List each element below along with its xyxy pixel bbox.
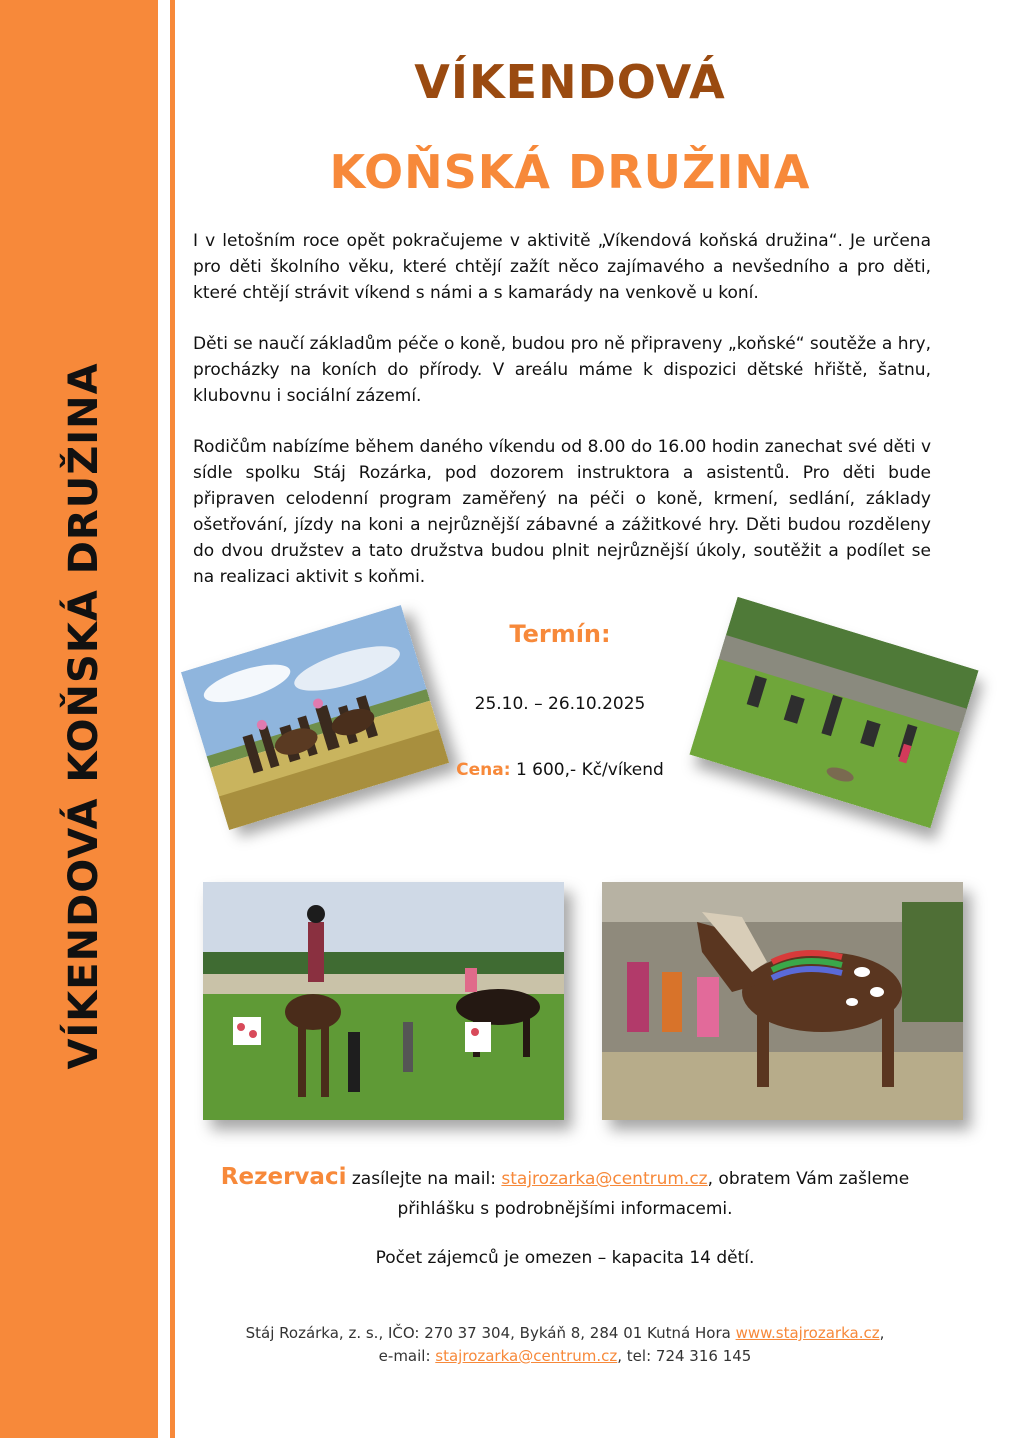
footer	[195, 1322, 935, 1368]
footer-comma: ,	[879, 1324, 885, 1342]
capacity-note: Počet zájemců je omezen – kapacita 14 dětí.	[375, 1248, 755, 1268]
reservation-email-link[interactable]: stajrozarka@centrum.cz	[501, 1169, 708, 1189]
reservation-text2: , obratem Vám zašleme	[707, 1169, 910, 1189]
sidebar-vertical-title: VÍKENDOVÁ KOŇSKÁ DRUŽINA	[61, 362, 107, 1070]
term-label: Termín:	[509, 620, 611, 648]
footer-org: Stáj Rozárka, z. s., IČO: 270 37 304, Bykáň 8, 284 01 Kutná Hora	[245, 1324, 731, 1342]
footer-email-label: e-mail:	[378, 1347, 431, 1365]
reservation-text1: zasílejte na mail:	[351, 1169, 496, 1189]
sidebar-divider-line	[170, 0, 175, 1438]
page-title-line2: KOŇSKÁ DRUŽINA	[329, 145, 811, 199]
price-value: 1 600,- Kč/víkend	[515, 760, 664, 780]
reservation-lead: Rezervaci	[220, 1164, 347, 1190]
activities-paragraph: Děti se naučí základům péče o koně, budou pro ně připraveny „koňské“ soutěže a hry, procházky na koních do přírody. V areálu máme k dispozici dětské hřiště, šatnu, klubovnu i sociální zázemí.	[193, 334, 931, 406]
program-paragraph: Rodičům nabízíme během daného víkendu od 8.00 do 16.00 hodin zanechat své děti v sídle spolku Stáj Rozárka, pod dozorem instruktora a asistentů. Pro děti bude připraven celodenní program zaměřený na péči o koně, krmení, sedlání, základy ošetřování, jízdy na koni a nejrůznější zábavné a zážitkové hry. Děti budou rozděleny do dvou družstev a tato družstva budou plnit nejrůznější úkoly, soutěžit a podílet se na realizaci aktivit s koňmi.	[193, 437, 931, 587]
page-title-line1: VÍKENDOVÁ	[414, 55, 726, 109]
photo-riding-paddock	[203, 882, 564, 1120]
price-label: Cena:	[456, 760, 511, 780]
intro-paragraph: I v letošním roce opět pokračujeme v aktivitě „Víkendová koňská družina“. Je určena pro děti školního věku, které chtějí zažít něco zajímavého a nevšedního a pro děti, které chtějí strávit víkend s námi a s kamarády na venkově u koní.	[193, 231, 931, 303]
reservation-block	[195, 1162, 935, 1224]
footer-phone: , tel: 724 316 145	[617, 1347, 752, 1365]
photo-group-in-field	[181, 605, 449, 830]
photo-kids-on-grass	[689, 597, 978, 828]
footer-email-link[interactable]: stajrozarka@centrum.cz	[435, 1347, 618, 1365]
term-date: 25.10. – 26.10.2025	[474, 694, 646, 714]
reservation-text3: přihlášku s podrobnějšími informacemi.	[397, 1199, 733, 1219]
price-line	[430, 760, 690, 780]
footer-website-link[interactable]: www.stajrozarka.cz	[735, 1324, 880, 1342]
photo-painted-horse	[602, 882, 963, 1120]
